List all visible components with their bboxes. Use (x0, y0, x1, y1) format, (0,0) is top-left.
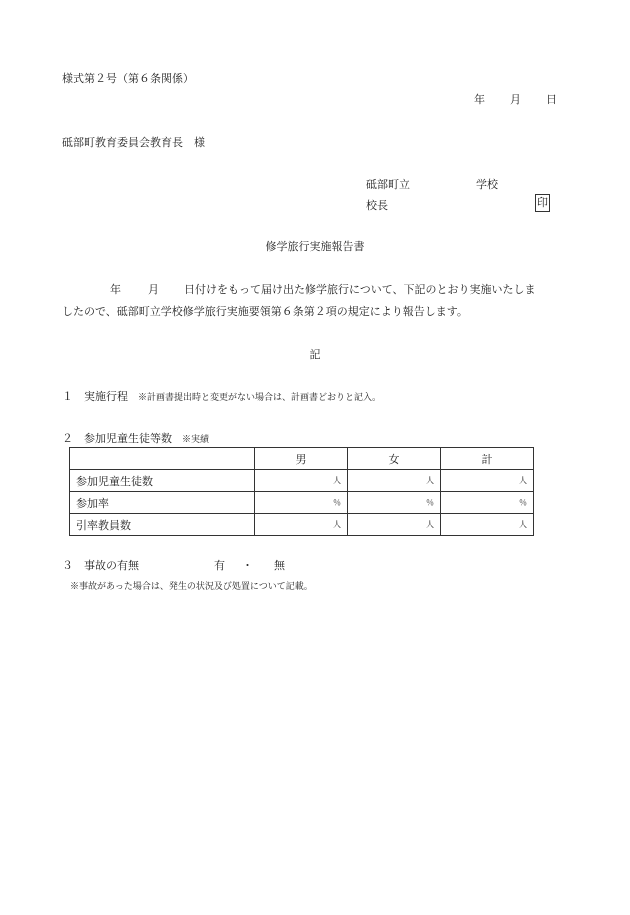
section-1-heading: １ 実施行程 (62, 390, 128, 403)
cell-male[interactable]: ％ (255, 492, 348, 514)
section-3-note: ※事故があった場合は、発生の状況及び処置について記載。 (70, 582, 313, 592)
participants-table (69, 447, 534, 536)
body-line-1-text: 日付けをもって届け出た修学旅行について、下記のとおり実施いたしま (184, 283, 536, 296)
cell-total[interactable]: 人 (441, 470, 534, 492)
section-1 (62, 388, 381, 404)
cell-male[interactable]: 人 (255, 470, 348, 492)
ki-heading: 記 (309, 348, 321, 361)
cell-female[interactable]: 人 (348, 470, 441, 492)
date-month-label: 月 (510, 93, 521, 106)
form-number: 様式第２号（第６条関係） (62, 72, 194, 85)
body-year-label: 年 (110, 283, 121, 296)
section-1-note: ※計画書提出時と変更がない場合は、計画書どおりと記入。 (138, 393, 382, 403)
school-suffix: 学校 (476, 178, 498, 191)
principal-label: 校長 (366, 199, 388, 212)
table-header-blank (70, 448, 255, 470)
table-header-female: 女 (348, 448, 441, 470)
row-label: 参加児童生徒数 (70, 470, 255, 492)
cell-female[interactable]: 人 (348, 514, 441, 536)
cell-female[interactable]: ％ (348, 492, 441, 514)
accident-yes-option[interactable]: 有 (214, 559, 225, 572)
cell-male[interactable]: 人 (255, 514, 348, 536)
addressee: 砥部町教育委員会教育長 様 (62, 136, 205, 149)
section-2 (62, 430, 209, 446)
seal-mark: 印 (535, 194, 550, 212)
date-day-label: 日 (546, 93, 557, 106)
table-row (70, 514, 534, 536)
date-year-label: 年 (474, 93, 485, 106)
section-3-heading: ３ 事故の有無 (62, 559, 139, 572)
option-separator: ・ (242, 559, 253, 572)
body-line-2: したので、砥部町立学校修学旅行実施要領第６条第２項の規定により報告します。 (62, 305, 468, 318)
body-month-label: 月 (148, 283, 159, 296)
row-label: 参加率 (70, 492, 255, 514)
row-label: 引率教員数 (70, 514, 255, 536)
document-title: 修学旅行実施報告書 (265, 240, 365, 253)
cell-total[interactable]: 人 (441, 514, 534, 536)
accident-no-option[interactable]: 無 (274, 559, 285, 572)
table-header-row (70, 448, 534, 470)
school-prefix: 砥部町立 (366, 178, 410, 191)
table-header-male: 男 (255, 448, 348, 470)
table-row (70, 470, 534, 492)
section-2-note: ※実績 (182, 435, 210, 445)
table-header-total: 計 (441, 448, 534, 470)
section-2-heading: ２ 参加児童生徒等数 (62, 432, 172, 445)
cell-total[interactable]: ％ (441, 492, 534, 514)
table-row (70, 492, 534, 514)
